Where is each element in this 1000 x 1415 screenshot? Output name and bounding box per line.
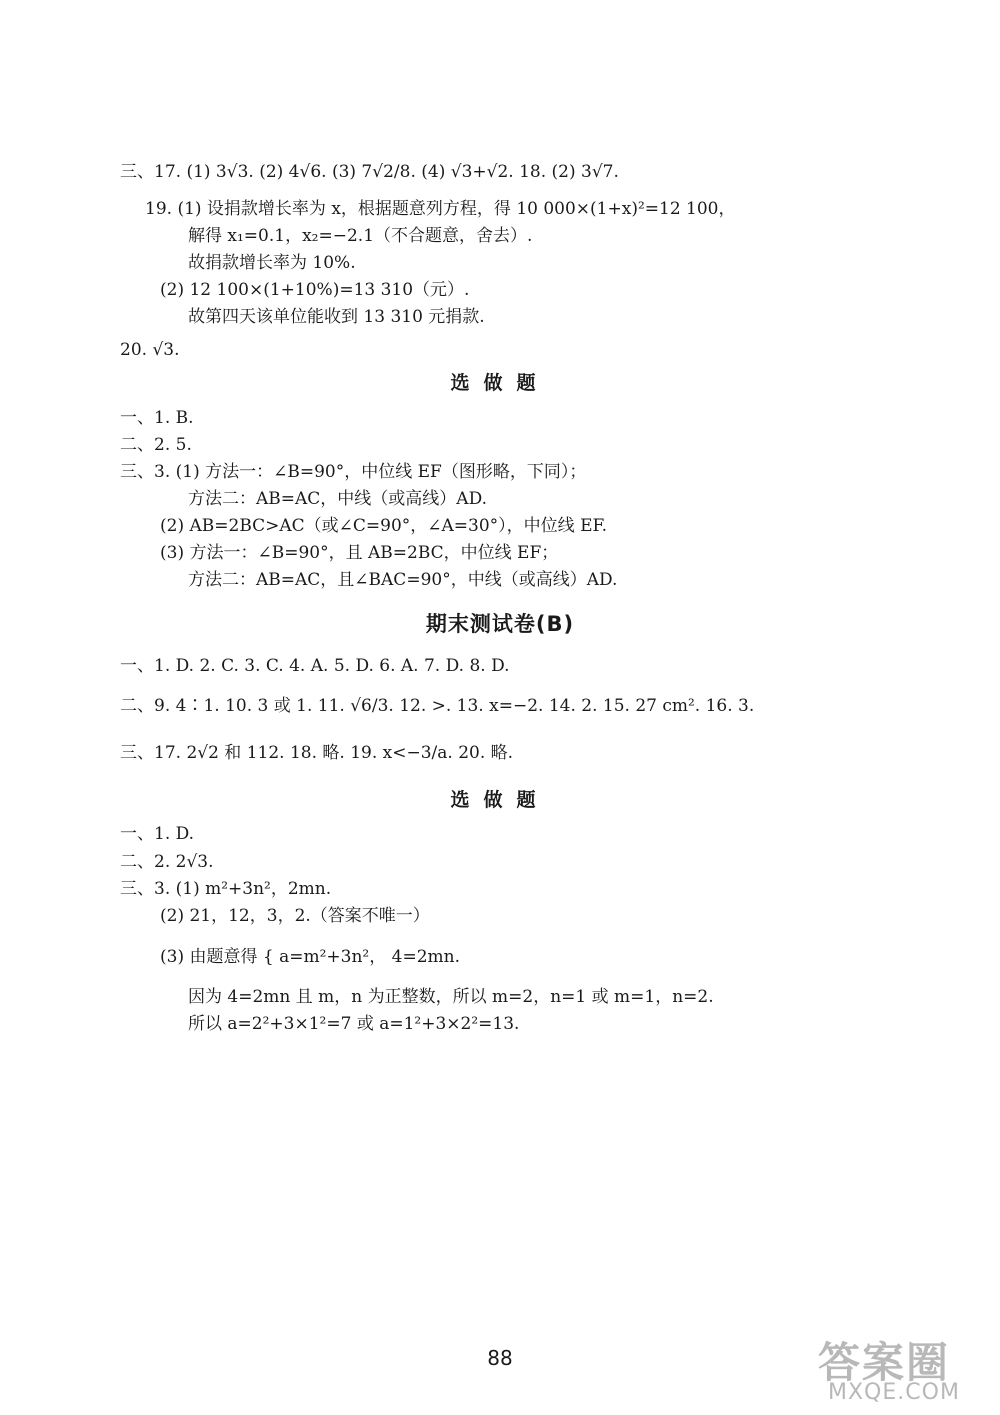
answer-line-19-conclusion: 故捐款增长率为 10%. [188, 253, 356, 273]
watermark-site: MXQE.COM [828, 1380, 960, 1405]
answer-line-19-1: 19. (1) 设捐款增长率为 x，根据题意列方程，得 10 000×(1+x)²=12 100， [145, 199, 736, 219]
optional2-line-3-1: 三、3. (1) m²+3n²，2mn. [120, 879, 332, 899]
final-line-fill: 二、9. 4∶1. 10. 3 或 1. 11. √6/3. 12. >. 13. x=−2. 14. 2. 15. 27 cm². 16. 3. [120, 696, 755, 716]
optional-line-3-3-method2: 方法二：AB=AC，且∠BAC=90°，中线（或高线）AD. [188, 570, 618, 590]
answer-line-19-2-conclusion: 故第四天该单位能收到 13 310 元捐款. [188, 307, 485, 327]
final-line-choices: 一、1. D. 2. C. 3. C. 4. A. 5. D. 6. A. 7. D. 8. D. [120, 656, 510, 676]
optional2-line-3-3: (3) 由题意得 { a=m²+3n²， 4=2mn. [160, 947, 460, 967]
optional-line-3-1-method1: 三、3. (1) 方法一：∠B=90°，中位线 EF（图形略，下同）； [120, 462, 587, 482]
answer-line-19-solve: 解得 x₁=0.1，x₂=−2.1（不合题意，舍去）. [188, 226, 533, 246]
optional2-line-3-3-reason: 因为 4=2mn 且 m，n 为正整数，所以 m=2，n=1 或 m=1，n=2. [188, 987, 714, 1007]
watermark-logo [812, 1330, 992, 1410]
answer-line-20: 20. √3. [120, 340, 180, 360]
optional-line-3-3-method1: (3) 方法一：∠B=90°，且 AB=2BC，中位线 EF； [160, 543, 559, 563]
section-heading-optional-2: 选做题 [450, 789, 550, 811]
section-heading-optional: 选做题 [450, 372, 550, 394]
answer-line-19-2: (2) 12 100×(1+10%)=13 310（元）. [160, 280, 470, 300]
page-number: 88 [487, 1346, 513, 1370]
answer-line-17-18: 三、17. (1) 3√3. (2) 4√6. (3) 7√2/8. (4) √3+√2. 18. (2) 3√7. [120, 162, 619, 182]
optional-line-1: 一、1. B. [120, 408, 194, 428]
optional-line-3-2: (2) AB=2BC>AC（或∠C=90°，∠A=30°），中位线 EF. [160, 516, 608, 536]
optional2-line-2: 二、2. 2√3. [120, 852, 214, 872]
watermark-logo-text: 答案圈 [818, 1338, 951, 1387]
optional2-line-1: 一、1. D. [120, 824, 195, 844]
final-line-solve: 三、17. 2√2 和 112. 18. 略. 19. x<−3/a. 20. 略. [120, 743, 514, 763]
optional2-line-3-2: (2) 21，12，3，2.（答案不唯一） [160, 906, 430, 926]
optional-line-2: 二、2. 5. [120, 435, 192, 455]
section-heading-final-test: 期末测试卷(B) [425, 612, 575, 636]
optional2-line-3-3-result: 所以 a=2²+3×1²=7 或 a=1²+3×2²=13. [188, 1014, 520, 1034]
optional-line-3-1-method2: 方法二：AB=AC，中线（或高线）AD. [188, 489, 488, 509]
